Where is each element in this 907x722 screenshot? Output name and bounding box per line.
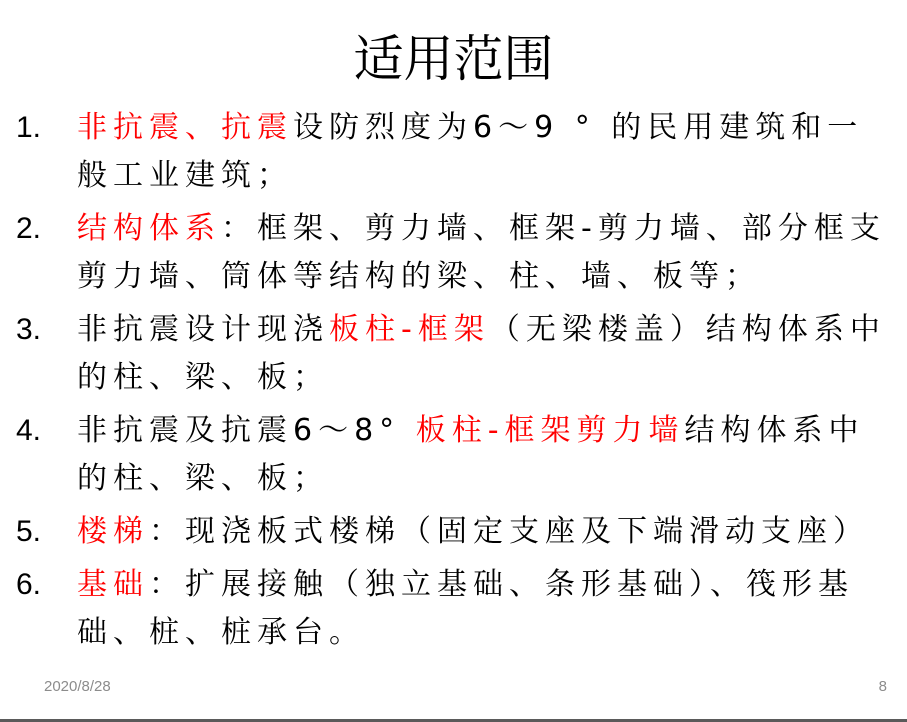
scope-list — [14, 104, 894, 662]
item-number: 5. — [16, 515, 42, 548]
highlight-text: 板柱-框架 — [329, 312, 490, 347]
list-item-6 — [14, 561, 894, 657]
list-item-4 — [14, 407, 894, 503]
list-item-3 — [14, 306, 894, 402]
item-text: ：扩展接触（独立基础、条形基础）、筏形基础、桩、桩承台。 — [77, 567, 854, 650]
list-item-1 — [14, 104, 894, 200]
item-text: ：现浇板式楼梯（固定支座及下端滑动支座） — [149, 514, 869, 549]
list-item-5 — [14, 508, 894, 556]
highlight-text: 楼梯 — [77, 514, 149, 549]
item-number: 4. — [16, 414, 42, 447]
item-number: 6. — [16, 568, 42, 601]
item-text-tail: （无梁楼盖）结构体系中的柱、梁、板； — [77, 312, 886, 395]
list-item-2 — [14, 205, 894, 301]
item-text: 设防烈度为6～9 ° 的民用建筑和一般工业建筑； — [77, 110, 864, 193]
footer-date: 2020/8/28 — [44, 678, 111, 695]
highlight-text: 非抗震、抗震 — [77, 110, 293, 145]
slide-title: 适用范围 — [353, 30, 554, 88]
item-number: 1. — [16, 111, 42, 144]
item-text: 非抗震设计现浇 — [77, 312, 329, 347]
highlight-text: 基础 — [77, 567, 149, 602]
item-number: 3. — [16, 313, 42, 346]
item-text: 非抗震及抗震6～8° — [77, 413, 416, 448]
item-text-tail: 结构体系中的柱、梁、板； — [77, 413, 865, 496]
page-number: 8 — [878, 678, 887, 695]
item-text: ：框架、剪力墙、框架-剪力墙、部分框支剪力墙、筒体等结构的梁、柱、墙、板等； — [77, 211, 886, 294]
highlight-text: 结构体系 — [77, 211, 221, 246]
highlight-text: 板柱-框架剪力墙 — [415, 413, 685, 448]
item-number: 2. — [16, 212, 42, 245]
